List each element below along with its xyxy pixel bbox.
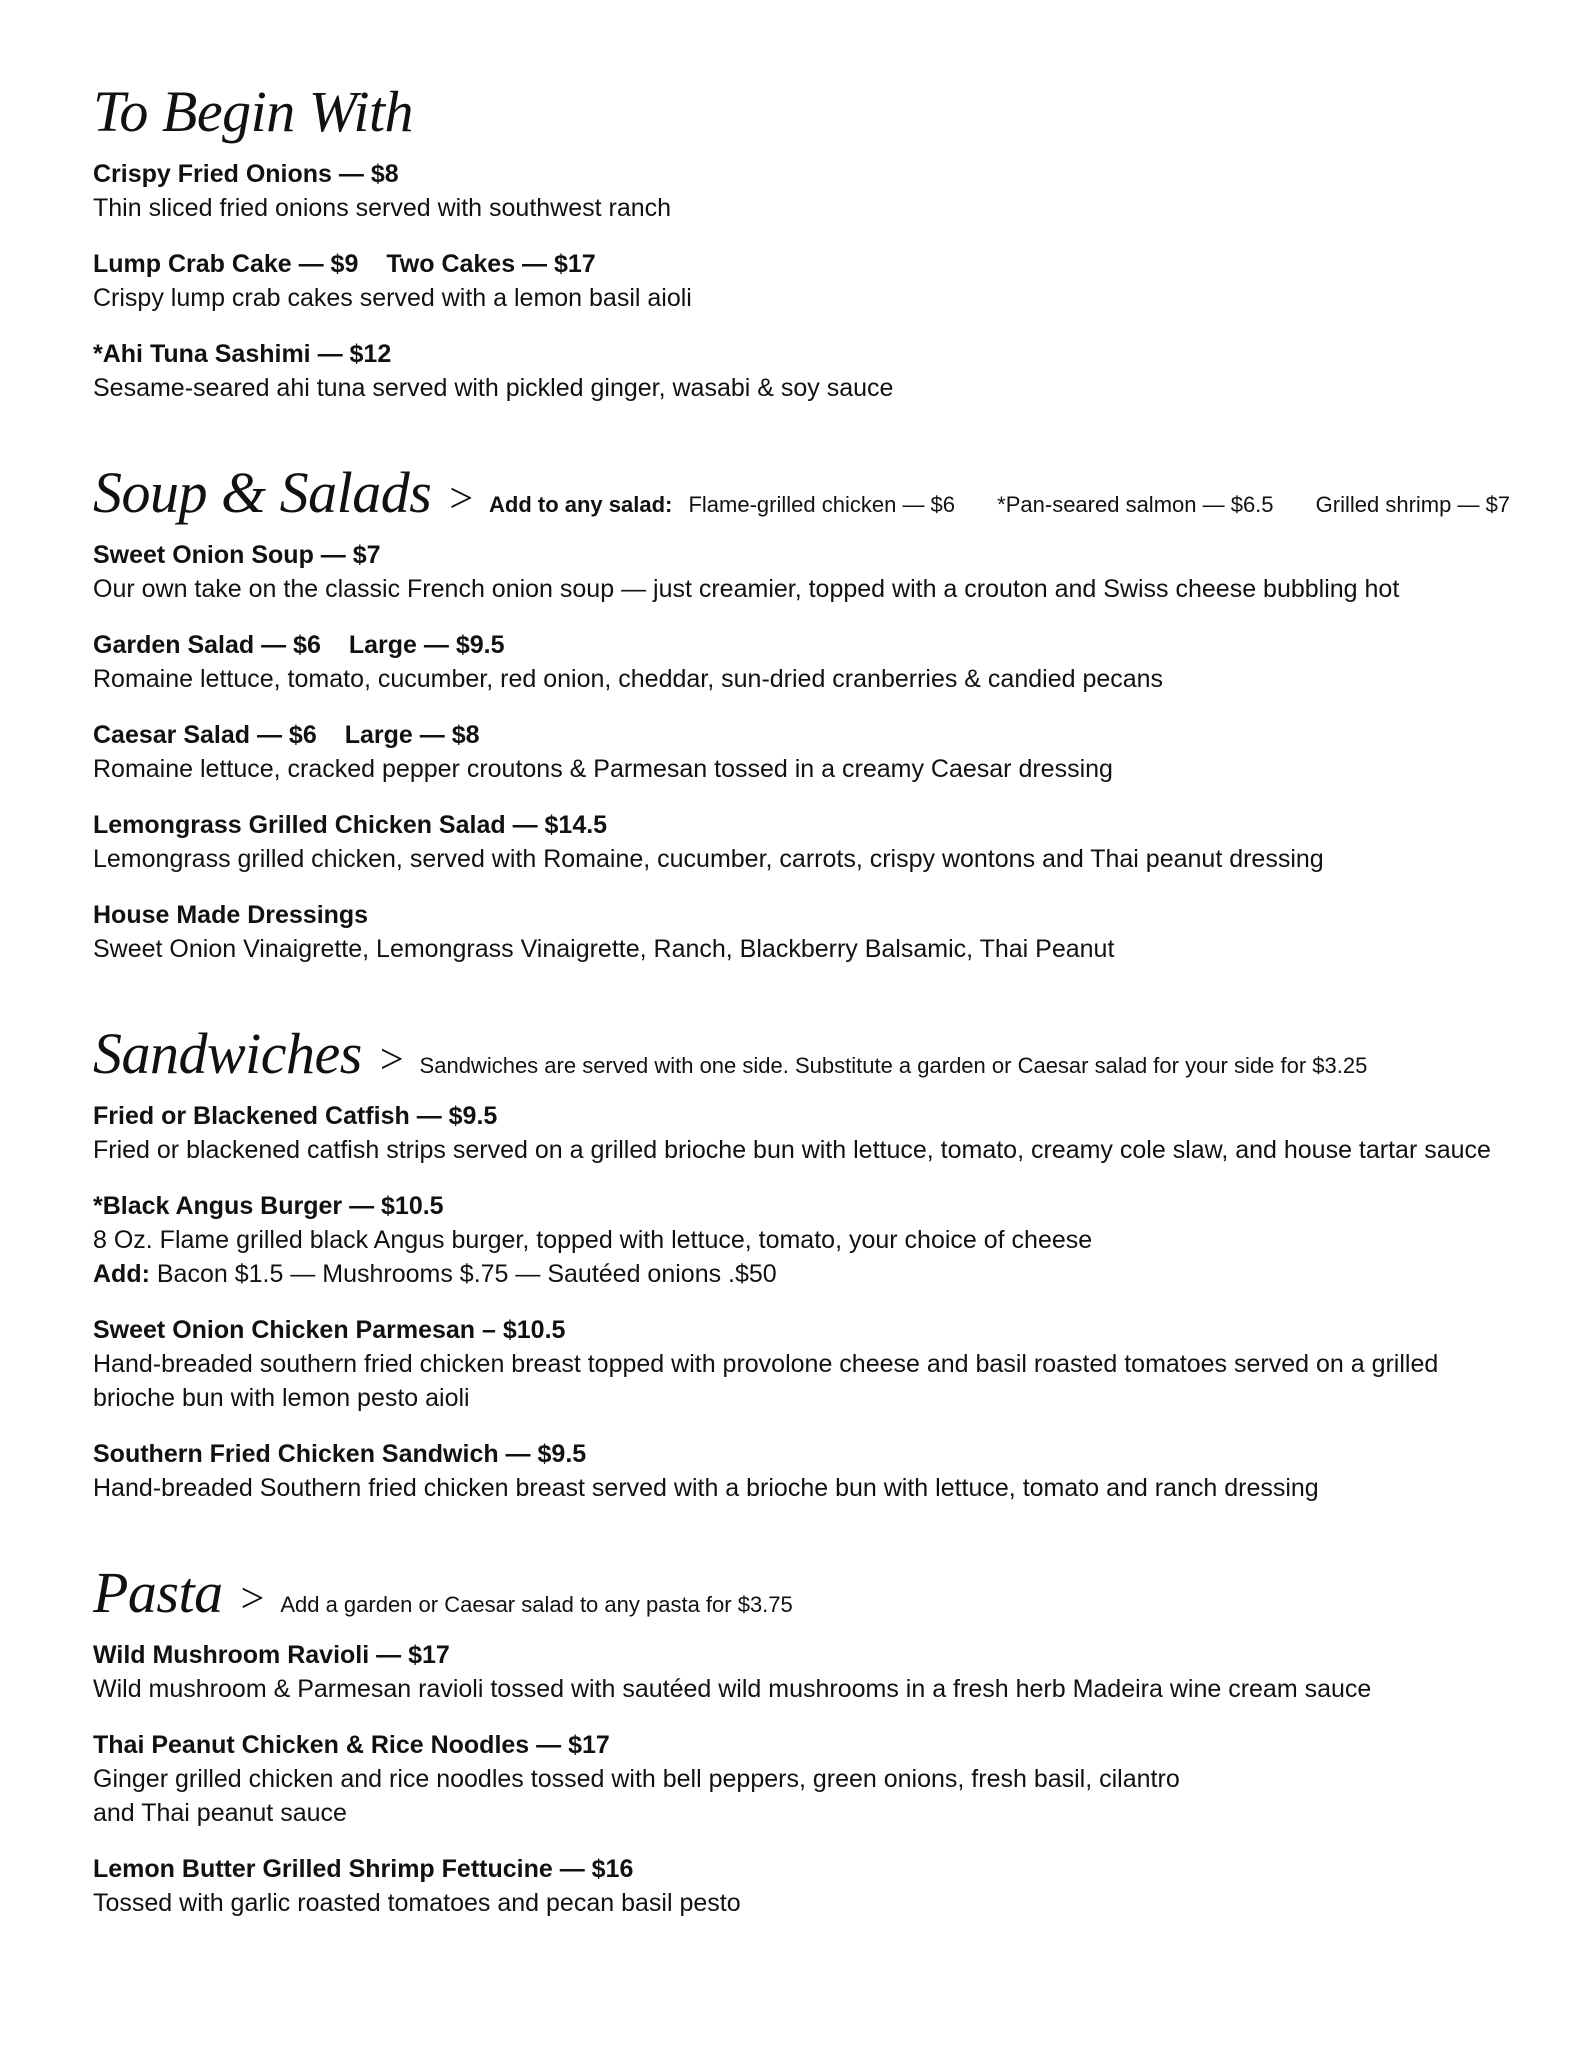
item-description: Thin sliced fried onions served with southwest ranch [93, 193, 672, 222]
item-title: *Ahi Tuna Sashimi — $12 [93, 339, 392, 368]
section-header [93, 459, 1513, 525]
addon-label: Add to any salad: [489, 491, 673, 517]
item-title: House Made Dressings [93, 900, 369, 929]
item-addons [93, 1257, 1493, 1291]
item-price-single: Lump Crab Cake — $9 [93, 249, 359, 278]
addon-item: *Pan-seared salmon — $6.5 [997, 491, 1274, 517]
menu-item [93, 1099, 1513, 1167]
item-title: Fried or Blackened Catfish — $9.5 [93, 1101, 498, 1130]
section-note [489, 492, 1510, 518]
item-title: Crispy Fried Onions — $8 [93, 159, 399, 188]
menu-item [93, 1852, 1513, 1920]
section-title: Soup & Salads [93, 459, 432, 525]
item-description-continued: and Thai peanut sauce [93, 1798, 347, 1827]
section-note: Sandwiches are served with one side. Substitute a garden or Caesar salad for your side for $3.25 [419, 1052, 1368, 1078]
item-description: Fried or blackened catfish strips served on a grilled brioche bun with lettuce, tomato, creamy cole slaw, and house tartar sauce [93, 1135, 1491, 1164]
item-description: Romaine lettuce, cracked pepper croutons & Parmesan tossed in a creamy Caesar dressing [93, 754, 1113, 783]
item-description: Sesame-seared ahi tuna served with pickled ginger, wasabi & soy sauce [93, 373, 894, 402]
section-header [93, 79, 1513, 144]
menu-item [93, 1638, 1513, 1706]
item-title: Lemongrass Grilled Chicken Salad — $14.5 [93, 810, 608, 839]
item-title: Sweet Onion Soup — $7 [93, 540, 381, 569]
item-description: Sweet Onion Vinaigrette, Lemongrass Vinaigrette, Ranch, Blackberry Balsamic, Thai Peanut [93, 934, 1115, 963]
addon-item: Grilled shrimp — $7 [1315, 491, 1511, 517]
section-title: Pasta [93, 1559, 223, 1625]
item-title: Lemon Butter Grilled Shrimp Fettucine — $16 [93, 1854, 634, 1883]
menu-item [93, 1728, 1513, 1830]
menu-item [93, 1437, 1513, 1505]
menu-item [93, 1313, 1513, 1415]
menu-item [93, 808, 1513, 876]
item-title [93, 247, 1513, 281]
section-pasta [93, 1559, 1513, 1920]
item-price-large: Large — $9.5 [348, 630, 505, 659]
item-price-large: Large — $8 [344, 720, 480, 749]
item-description: Hand-breaded southern fried chicken breast topped with provolone cheese and basil roasted tomatoes served on a grilled brioche bun with lemon pesto aioli [93, 1349, 1439, 1412]
item-price-double: Two Cakes — $17 [386, 249, 596, 278]
menu-item [93, 157, 1513, 225]
menu-item [93, 247, 1513, 315]
item-title [93, 718, 1513, 752]
addons-label: Add: [93, 1259, 150, 1288]
menu-page [93, 79, 1513, 1978]
chevron-right-icon: > [449, 475, 473, 522]
menu-item [93, 1189, 1513, 1291]
item-description: Lemongrass grilled chicken, served with Romaine, cucumber, carrots, crispy wontons and Thai peanut dressing [93, 844, 1324, 873]
addons-text: Bacon $1.5 — Mushrooms $.75 — Sautéed onions .$50 [156, 1259, 777, 1288]
item-title: Southern Fried Chicken Sandwich — $9.5 [93, 1439, 587, 1468]
menu-item [93, 898, 1513, 966]
item-price-small: Garden Salad — $6 [93, 630, 321, 659]
item-description: Hand-breaded Southern fried chicken breast served with a brioche bun with lettuce, tomato and ranch dressing [93, 1473, 1319, 1502]
chevron-right-icon: > [379, 1036, 404, 1083]
item-description: Wild mushroom & Parmesan ravioli tossed with sautéed wild mushrooms in a fresh herb Madeira wine cream sauce [93, 1674, 1372, 1703]
item-price-small: Caesar Salad — $6 [93, 720, 317, 749]
section-to-begin-with [93, 79, 1513, 405]
section-header [93, 1020, 1513, 1086]
item-description: Ginger grilled chicken and rice noodles tossed with bell peppers, green onions, fresh basil, cilantro [93, 1764, 1180, 1793]
item-title [93, 628, 1513, 662]
menu-item [93, 337, 1513, 405]
item-description: Romaine lettuce, tomato, cucumber, red onion, cheddar, sun-dried cranberries & candied pecans [93, 664, 1164, 693]
item-description: Our own take on the classic French onion soup — just creamier, topped with a crouton and Swiss cheese bubbling hot [93, 574, 1400, 603]
item-description: 8 Oz. Flame grilled black Angus burger, topped with lettuce, tomato, your choice of cheese [93, 1225, 1093, 1254]
section-note: Add a garden or Caesar salad to any pasta for $3.75 [280, 1591, 793, 1617]
menu-item [93, 628, 1513, 696]
section-title: Sandwiches [93, 1020, 362, 1086]
chevron-right-icon: > [240, 1575, 265, 1622]
item-title: Wild Mushroom Ravioli — $17 [93, 1640, 450, 1669]
item-description: Crispy lump crab cakes served with a lemon basil aioli [93, 283, 692, 312]
item-title: *Black Angus Burger — $10.5 [93, 1191, 444, 1220]
section-soup-salads [93, 459, 1513, 966]
menu-item [93, 718, 1513, 786]
menu-item [93, 538, 1513, 606]
item-title: Thai Peanut Chicken & Rice Noodles — $17 [93, 1730, 610, 1759]
section-header [93, 1559, 1513, 1625]
section-sandwiches [93, 1020, 1513, 1505]
section-title: To Begin With [93, 79, 414, 144]
addon-item: Flame-grilled chicken — $6 [688, 491, 956, 517]
item-title: Sweet Onion Chicken Parmesan – $10.5 [93, 1315, 566, 1344]
item-description: Tossed with garlic roasted tomatoes and pecan basil pesto [93, 1888, 741, 1917]
